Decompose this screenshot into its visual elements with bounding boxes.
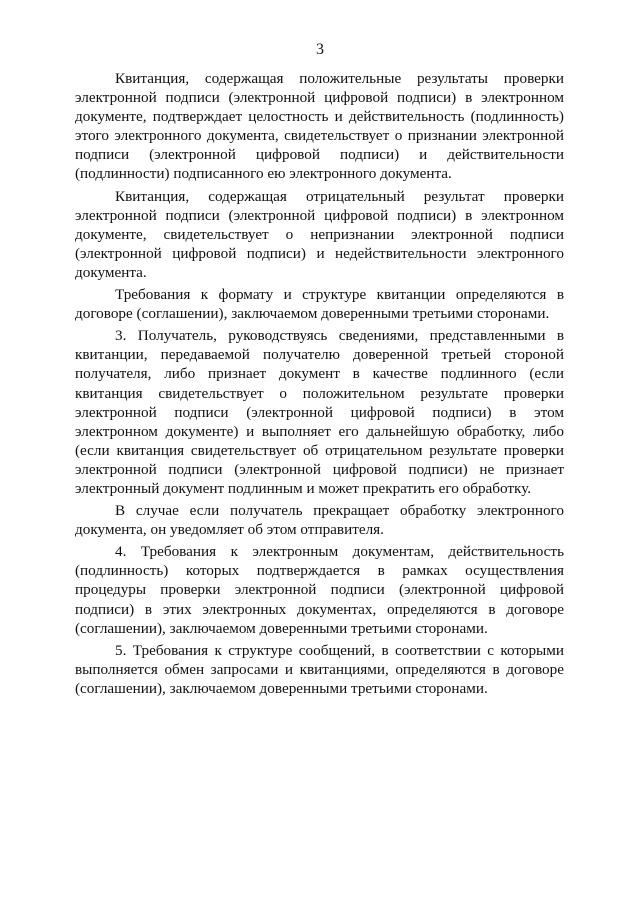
paragraph-receipt-negative: Квитанция, содержащая отрицательный результат проверки электронной подписи (электронной цифровой подписи) в электронном документе, свидетельствует о непризнании электронной подписи (электронной цифровой подписи) и недействительности электронного документа.	[75, 187, 564, 281]
paragraph-receipt-positive: Квитанция, содержащая положительные результаты проверки электронной подписи (электронной цифровой подписи) в электронном документе, подтверждает целостность и действительность (подлинность) этого электронного документа, свидетельствует о признании электронной подписи (электронной цифровой подписи) и действительности (подлинности) подписанного ею электронного документа.	[75, 70, 564, 183]
document-body	[75, 69, 564, 701]
paragraph-item-4: 4. Требования к электронным документам, действительность (подлинность) которых подтверждается в рамках осуществления процедуры проверки электронной подписи (электронной цифровой подписи) в этих электронных документах, определяются в договоре (соглашении), заключаемом доверенными третьими сторонами.	[75, 543, 564, 637]
page-number: 3	[316, 41, 324, 58]
paragraph-item-3: 3. Получатель, руководствуясь сведениями, представленными в квитанции, передаваемой получателю доверенной третьей стороной получателя, либо признает документ в качестве подлинного (если квитанция свидетельствует о положительном результате проверки электронной подписи (электронной цифровой подписи) в этом электронном документе) и выполняет его дальнейшую обработку, либо (если квитанция свидетельствует об отрицательном результате проверки электронной подписи (электронной цифровой подписи) не признает электронный документ подлинным и может прекратить его обработку.	[75, 327, 564, 497]
paragraph-item-5: 5. Требования к структуре сообщений, в соответствии с которыми выполняется обмен запросами и квитанциями, определяются в договоре (соглашении), заключаемом доверенными третьими сторонами.	[75, 641, 564, 697]
paragraph-receipt-format: Требования к формату и структуре квитанции определяются в договоре (соглашении), заключаемом доверенными третьими сторонами.	[75, 286, 564, 323]
paragraph-stop-processing: В случае если получатель прекращает обработку электронного документа, он уведомляет об этом отправителя.	[75, 502, 564, 539]
